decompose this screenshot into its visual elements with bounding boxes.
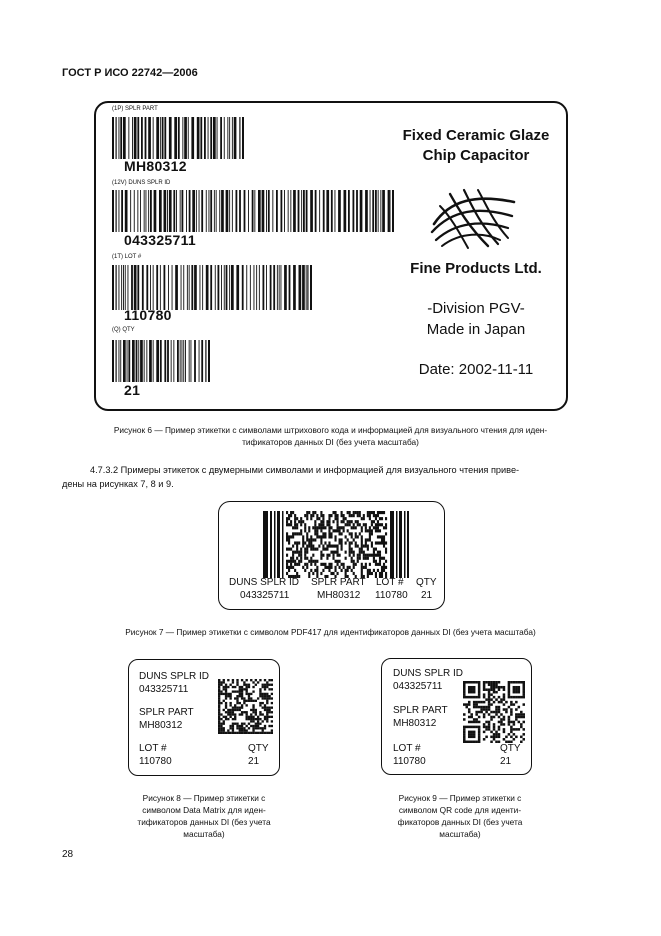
pdf417-stop-pattern — [390, 511, 409, 578]
pdf417-header-duns: DUNS SPLR ID — [229, 577, 300, 588]
field-ai-lot: (1T) LOT # — [112, 254, 142, 260]
field-ai-qty: (Q) QTY — [112, 327, 135, 333]
figure6-caption-line2: тификаторов данных DI (без учета масштаба) — [242, 437, 419, 447]
qr-duns-label: DUNS SPLR ID — [393, 668, 464, 679]
label-date: Date: 2002-11-11 — [418, 361, 534, 378]
pdf417-start-pattern — [263, 511, 284, 578]
qr-qty-label: QTY — [500, 743, 521, 754]
figure8-caption-1: Рисунок 8 — Пример этикетки с — [142, 793, 266, 803]
field-ai-duns-splr-id: (12V) DUNS SPLR ID — [112, 180, 171, 186]
pdf417-symbol — [263, 511, 409, 578]
hri-duns-splr-id: 043325711 — [124, 232, 197, 248]
figure8-caption-3: тификаторов данных DI (без учета — [137, 817, 271, 827]
barcode-splr-part — [112, 117, 244, 159]
pdf417-value-lot: 110780 — [375, 590, 408, 601]
figure6-caption-line1: Рисунок 6 — Пример этикетки с символами штрихового кода и информацией для визуального чтения для иден- — [113, 425, 548, 435]
hri-splr-part: MH80312 — [124, 158, 187, 174]
barcode-lot — [112, 265, 312, 310]
barcode-qty — [112, 340, 210, 382]
figure9-caption-1: Рисунок 9 — Пример этикетки с — [398, 793, 522, 803]
hri-qty: 21 — [124, 382, 141, 398]
dm-lot-value: 110780 — [139, 756, 172, 767]
figure7-caption: Рисунок 7 — Пример этикетки с символом PDF417 для идентификаторов данных DI (без учета масштаба) — [125, 627, 536, 637]
pdf417-value-qty: 21 — [421, 590, 433, 601]
figure9-caption-2: символом QR code для иденти- — [398, 805, 522, 815]
qr-qty-value: 21 — [500, 756, 512, 767]
dm-part-label: SPLR PART — [139, 707, 194, 718]
qr-part-label: SPLR PART — [393, 705, 448, 716]
dm-qty-value: 21 — [248, 756, 260, 767]
qr-lot-label: LOT # — [393, 743, 421, 754]
paragraph-line2: дены на рисунках 7, 8 и 9. — [62, 479, 174, 489]
barcode-duns-splr-id — [112, 190, 394, 232]
product-title-line2: Chip Capacitor — [422, 147, 530, 164]
qr-duns-value: 043325711 — [393, 681, 443, 692]
dm-duns-value: 043325711 — [139, 684, 189, 695]
pdf417-value-duns: 043325711 — [240, 590, 290, 601]
pdf417-header-part: SPLR PART — [311, 577, 366, 588]
origin-text: Made in Japan — [426, 321, 526, 338]
paragraph-line1: 4.7.3.2 Примеры этикеток с двумерными символами и информацией для визуального чтения приве- — [90, 465, 520, 475]
company-name: Fine Products Ltd. — [410, 260, 542, 277]
data-matrix-symbol — [218, 679, 273, 734]
pdf417-value-part: MH80312 — [317, 590, 361, 601]
company-logo — [428, 186, 518, 250]
field-ai-splr-part: (1P) SPLR PART — [112, 106, 158, 112]
pdf417-header-qty: QTY — [416, 577, 437, 588]
figure8-caption-2: символом Data Matrix для иден- — [142, 805, 266, 815]
pdf417-header-lot: LOT # — [376, 577, 404, 588]
hri-lot: 110780 — [124, 307, 172, 323]
dm-qty-label: QTY — [248, 743, 269, 754]
figure8-caption-4: масштаба) — [183, 829, 225, 839]
pdf417-data-area — [286, 511, 387, 578]
qr-part-value: MH80312 — [393, 718, 437, 729]
document-header: ГОСТ Р ИСО 22742—2006 — [62, 67, 198, 79]
dm-duns-label: DUNS SPLR ID — [139, 671, 210, 682]
figure9-caption-4: масштаба) — [439, 829, 481, 839]
product-title-line1: Fixed Ceramic Glaze — [402, 127, 550, 144]
figure9-caption-3: фикаторов данных DI (без учета — [397, 817, 523, 827]
dm-lot-label: LOT # — [139, 743, 167, 754]
qr-lot-value: 110780 — [393, 756, 426, 767]
division-text: -Division PGV- — [427, 300, 525, 317]
qr-code-symbol — [463, 681, 525, 743]
page-number: 28 — [62, 849, 74, 860]
dm-part-value: MH80312 — [139, 720, 183, 731]
